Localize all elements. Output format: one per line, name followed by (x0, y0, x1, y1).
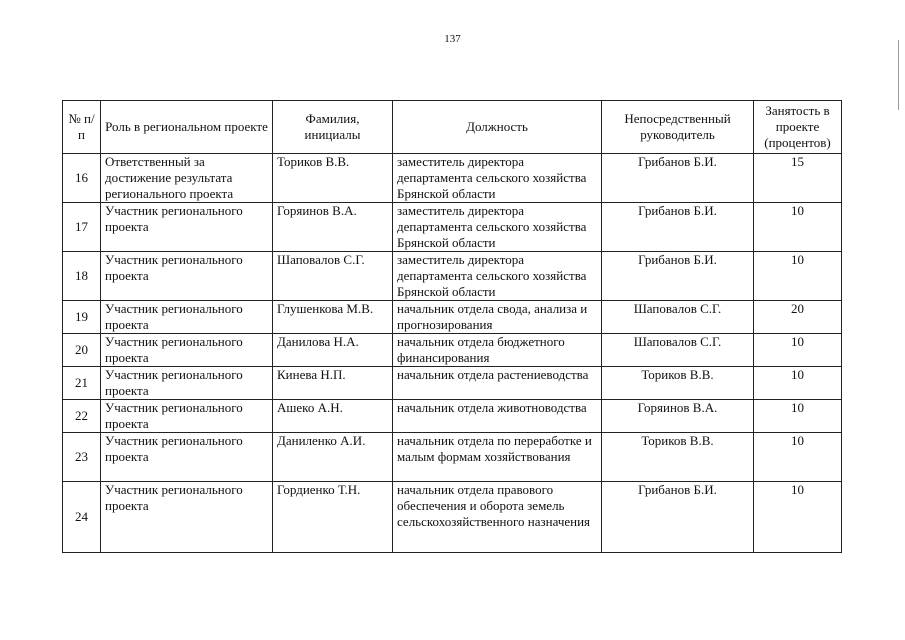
table-row (63, 367, 842, 400)
row-number: 24 (63, 482, 101, 553)
row-manager: Шаповалов С.Г. (602, 334, 754, 367)
row-position: начальник отдела бюджетного финансирования (393, 334, 602, 367)
row-position: начальник отдела правового обеспечения и оборота земель сельскохозяйственного назначения (393, 482, 602, 553)
row-load: 10 (754, 482, 842, 553)
row-position: начальник отдела свода, анализа и прогнозирования (393, 301, 602, 334)
row-name: Данилова Н.А. (273, 334, 393, 367)
row-name: Горяинов В.А. (273, 203, 393, 252)
row-role: Участник регионального проекта (101, 252, 273, 301)
row-manager: Грибанов Б.И. (602, 482, 754, 553)
row-position: заместитель директора департамента сельского хозяйства Брянской области (393, 252, 602, 301)
table-row (63, 433, 842, 482)
row-name: Кинева Н.П. (273, 367, 393, 400)
row-load: 10 (754, 433, 842, 482)
table-row (63, 301, 842, 334)
participants-table (62, 100, 842, 553)
row-manager: Шаповалов С.Г. (602, 301, 754, 334)
row-role: Участник регионального проекта (101, 203, 273, 252)
row-number: 18 (63, 252, 101, 301)
table-row (63, 400, 842, 433)
row-name: Ашеко А.Н. (273, 400, 393, 433)
header-position: Должность (393, 101, 602, 154)
row-position: заместитель директора департамента сельского хозяйства Брянской области (393, 203, 602, 252)
table-row (63, 334, 842, 367)
row-manager: Ториков В.В. (602, 367, 754, 400)
row-name: Даниленко А.И. (273, 433, 393, 482)
row-name: Гордиенко Т.Н. (273, 482, 393, 553)
row-position: начальник отдела животноводства (393, 400, 602, 433)
row-name: Глушенкова М.В. (273, 301, 393, 334)
row-role: Участник регионального проекта (101, 334, 273, 367)
page-number: 137 (444, 33, 461, 45)
table-row (63, 252, 842, 301)
row-manager: Ториков В.В. (602, 433, 754, 482)
row-load: 10 (754, 203, 842, 252)
header-num: № п/п (63, 101, 101, 154)
row-number: 20 (63, 334, 101, 367)
row-role: Участник регионального проекта (101, 400, 273, 433)
row-number: 16 (63, 154, 101, 203)
row-load: 20 (754, 301, 842, 334)
row-manager: Грибанов Б.И. (602, 203, 754, 252)
row-number: 23 (63, 433, 101, 482)
row-role: Участник регионального проекта (101, 301, 273, 334)
row-manager: Грибанов Б.И. (602, 154, 754, 203)
row-position: начальник отдела по переработке и малым формам хозяйствования (393, 433, 602, 482)
row-number: 19 (63, 301, 101, 334)
scan-edge-mark (898, 40, 899, 110)
row-manager: Горяинов В.А. (602, 400, 754, 433)
table-row (63, 154, 842, 203)
row-name: Шаповалов С.Г. (273, 252, 393, 301)
row-role: Ответственный за достижение результата регионального проекта (101, 154, 273, 203)
row-load: 10 (754, 367, 842, 400)
row-load: 10 (754, 334, 842, 367)
row-position: начальник отдела растениеводства (393, 367, 602, 400)
row-number: 22 (63, 400, 101, 433)
header-manager: Непосредственный руководитель (602, 101, 754, 154)
table-row (63, 203, 842, 252)
row-number: 17 (63, 203, 101, 252)
row-role: Участник регионального проекта (101, 482, 273, 553)
row-name: Ториков В.В. (273, 154, 393, 203)
row-load: 15 (754, 154, 842, 203)
row-role: Участник регионального проекта (101, 433, 273, 482)
row-manager: Грибанов Б.И. (602, 252, 754, 301)
table-header-row (63, 101, 842, 154)
header-load: Занятость в проекте (процентов) (754, 101, 842, 154)
row-position: заместитель директора департамента сельского хозяйства Брянской области (393, 154, 602, 203)
header-name: Фамилия, инициалы (273, 101, 393, 154)
row-role: Участник регионального проекта (101, 367, 273, 400)
table-row (63, 482, 842, 553)
row-load: 10 (754, 400, 842, 433)
row-number: 21 (63, 367, 101, 400)
header-role: Роль в региональном проекте (101, 101, 273, 154)
row-load: 10 (754, 252, 842, 301)
